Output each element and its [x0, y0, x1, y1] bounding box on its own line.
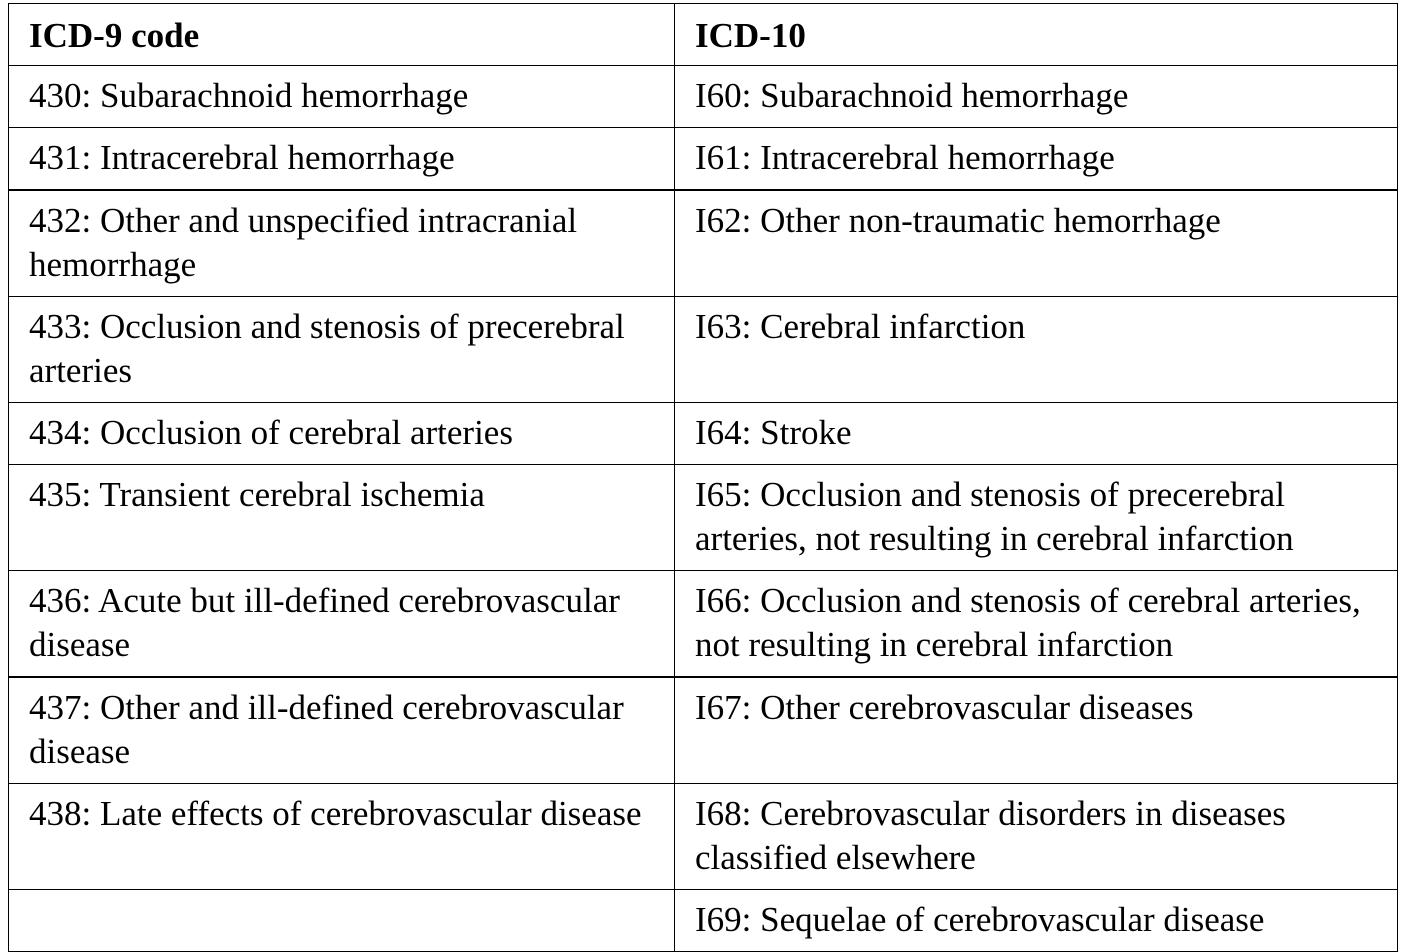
table-header-row — [9, 4, 1398, 66]
table-row — [9, 571, 1398, 678]
icd9-cell: 438: Late effects of cerebrovascular disease — [9, 784, 675, 890]
icd9-cell: 431: Intracerebral hemorrhage — [9, 128, 675, 191]
table-row — [9, 465, 1398, 571]
table-row — [9, 784, 1398, 890]
table-row — [9, 128, 1398, 191]
icd9-cell: 434: Occlusion of cerebral arteries — [9, 403, 675, 465]
icd10-cell: I68: Cerebrovascular disorders in diseases classified elsewhere — [675, 784, 1398, 890]
icd9-cell: 437: Other and ill-defined cerebrovascular disease — [9, 677, 675, 784]
column-header-icd9: ICD-9 code — [9, 4, 675, 66]
icd10-cell: I64: Stroke — [675, 403, 1398, 465]
icd9-cell: 432: Other and unspecified intracranial hemorrhage — [9, 190, 675, 297]
column-header-icd10: ICD-10 — [675, 4, 1398, 66]
icd9-cell: 433: Occlusion and stenosis of precerebral arteries — [9, 297, 675, 403]
icd-mapping-table-container — [8, 3, 1397, 952]
icd10-cell: I67: Other cerebrovascular diseases — [675, 677, 1398, 784]
icd-mapping-table — [8, 3, 1398, 952]
icd10-cell: I63: Cerebral infarction — [675, 297, 1398, 403]
icd10-cell: I69: Sequelae of cerebrovascular disease — [675, 890, 1398, 952]
table-row — [9, 890, 1398, 952]
icd10-cell: I65: Occlusion and stenosis of precerebral arteries, not resulting in cerebral infarction — [675, 465, 1398, 571]
table-row — [9, 297, 1398, 403]
table-row — [9, 66, 1398, 128]
icd10-cell: I60: Subarachnoid hemorrhage — [675, 66, 1398, 128]
table-row — [9, 190, 1398, 297]
table-row — [9, 403, 1398, 465]
icd10-cell: I66: Occlusion and stenosis of cerebral arteries, not resulting in cerebral infarction — [675, 571, 1398, 678]
table-row — [9, 677, 1398, 784]
icd9-cell: 435: Transient cerebral ischemia — [9, 465, 675, 571]
icd10-cell: I61: Intracerebral hemorrhage — [675, 128, 1398, 191]
icd10-cell: I62: Other non-traumatic hemorrhage — [675, 190, 1398, 297]
icd9-cell: 436: Acute but ill-defined cerebrovascular disease — [9, 571, 675, 678]
icd9-cell — [9, 890, 675, 952]
icd9-cell: 430: Subarachnoid hemorrhage — [9, 66, 675, 128]
